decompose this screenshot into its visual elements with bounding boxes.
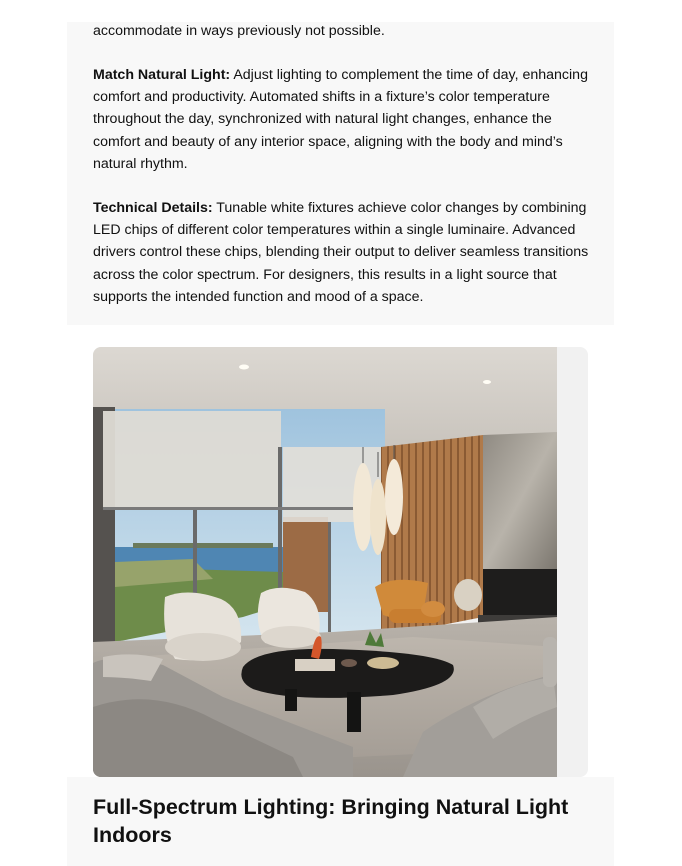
natural-light-title: Match Natural Light: xyxy=(93,67,231,83)
technical-details-paragraph xyxy=(93,197,593,308)
technical-details-body: Tunable white fixtures achieve color changes by combining LED chips of different color temperatures within a single luminaire. Advanced drivers control these chips, blending their output to deliver seamless transitions across the color spectrum. For designers, this results in a light source that supports the intended function and mood of a space. xyxy=(93,200,589,305)
intro-text: accommodate in ways previously not possible. xyxy=(93,23,385,39)
natural-light-paragraph xyxy=(93,64,593,175)
technical-details-title: Technical Details: xyxy=(93,200,213,216)
natural-light-body: Adjust lighting to complement the time of day, enhancing comfort and productivity. Automated shifts in a fixture’s color temperature throughout the day, synchronized with natural light changes, enhance the comfort and beauty of any interior space, aligning with the body and mind’s natural rhythm. xyxy=(93,67,588,172)
section-heading: Full-Spectrum Lighting: Bringing Natural Light Indoors xyxy=(93,795,569,847)
intro-paragraph-tail xyxy=(93,20,593,42)
living-room-photo-icon xyxy=(93,347,588,777)
living-room-photo xyxy=(93,347,588,777)
